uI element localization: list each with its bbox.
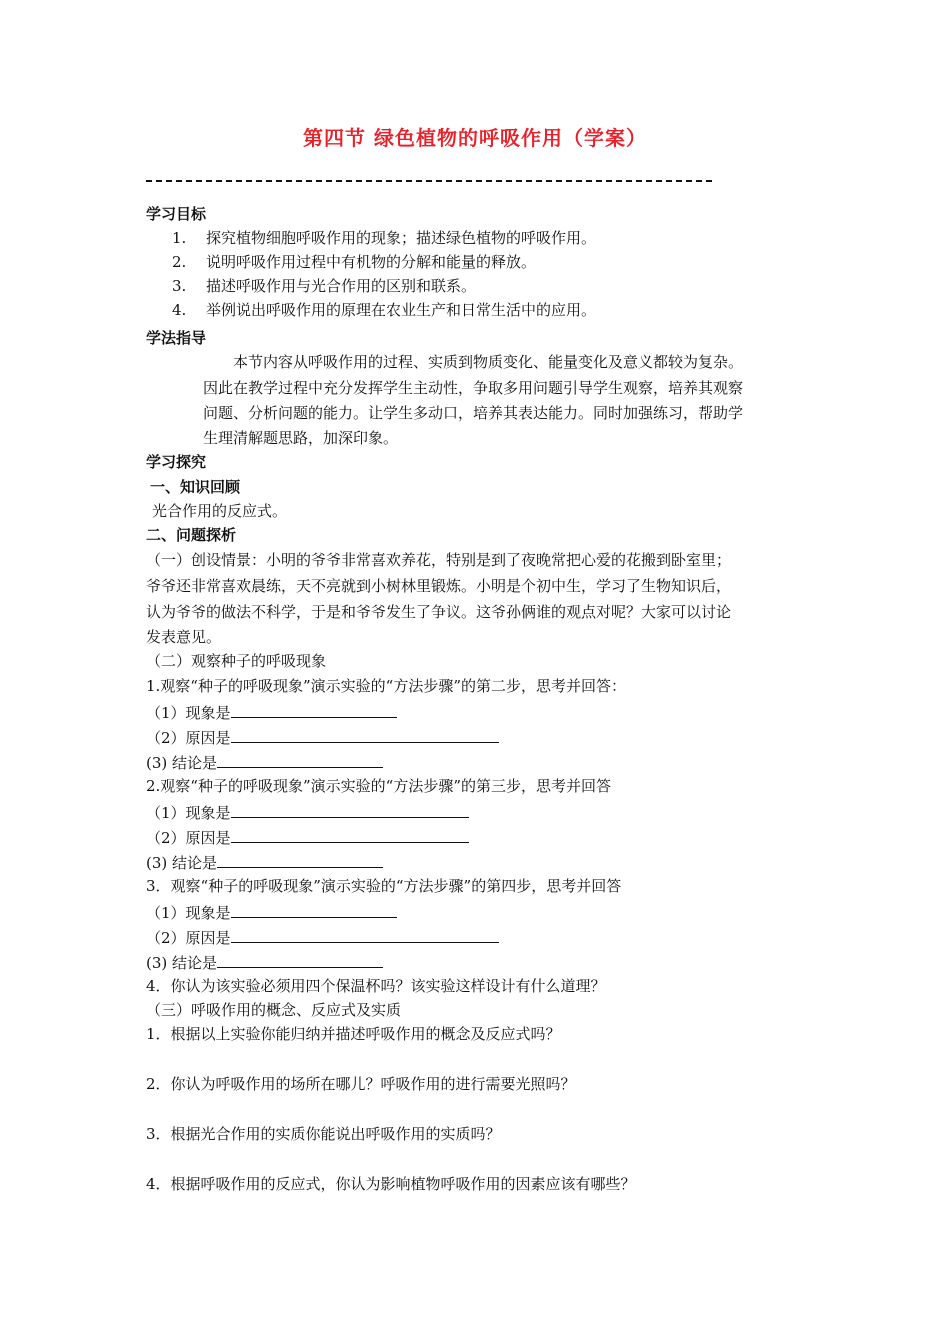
- objective-text: 说明呼吸作用过程中有机物的分解和能量的释放。: [206, 253, 537, 271]
- objective-number: 1.: [172, 229, 187, 247]
- answer-row: [146, 801, 469, 823]
- answer-label: （1）现象是: [146, 904, 231, 922]
- question-1: 1.观察“种子的呼吸现象”演示实验的“方法步骤”的第二步，思考并回答：: [146, 677, 626, 695]
- answer-label: (3) 结论是: [146, 754, 218, 772]
- objective-item: [172, 228, 596, 248]
- observe-heading: （二）观察种子的呼吸现象: [146, 652, 327, 670]
- answer-blank[interactable]: [231, 701, 397, 718]
- objective-item: [172, 252, 536, 272]
- answer-row: [146, 751, 383, 773]
- concept-question: 2．你认为呼吸作用的场所在哪儿？呼吸作用的进行需要光照吗？: [146, 1075, 576, 1093]
- answer-blank[interactable]: [217, 851, 383, 868]
- concept-question: 1．根据以上实验你能归纳并描述呼吸作用的概念及反应式吗？: [146, 1025, 561, 1043]
- review-text: 光合作用的反应式。: [152, 502, 288, 520]
- question-3: 3．观察“种子的呼吸现象”演示实验的“方法步骤”的第四步，思考并回答: [146, 877, 622, 895]
- concept-heading: （三）呼吸作用的概念、反应式及实质: [146, 1001, 402, 1019]
- scenario-line: 发表意见。: [146, 628, 222, 646]
- objective-text: 探究植物细胞呼吸作用的现象；描述绿色植物的呼吸作用。: [206, 229, 597, 247]
- method-text-line: 生理清解题思路，加深印象。: [203, 429, 399, 447]
- page-title: 第四节 绿色植物的呼吸作用（学案）: [303, 126, 647, 150]
- objective-text: 描述呼吸作用与光合作用的区别和联系。: [206, 277, 477, 295]
- answer-label: (3) 结论是: [146, 954, 218, 972]
- method-text-line: 问题、分析问题的能力。让学生多动口，培养其表达能力。同时加强练习，帮助学: [203, 404, 744, 422]
- answer-blank[interactable]: [231, 801, 469, 818]
- concept-question: 4．根据呼吸作用的反应式，你认为影响植物呼吸作用的因素应该有哪些？: [146, 1175, 636, 1193]
- method-text-line: 本节内容从呼吸作用的过程、实质到物质变化、能量变化及意义都较为复杂。: [233, 353, 744, 371]
- answer-label: （1）现象是: [146, 704, 231, 722]
- answer-label: （2）原因是: [146, 729, 231, 747]
- answer-blank[interactable]: [217, 751, 383, 768]
- answer-blank[interactable]: [217, 951, 383, 968]
- objectives-heading: 学习目标: [146, 205, 207, 223]
- answer-blank[interactable]: [231, 901, 397, 918]
- scenario-line: 认为爷爷的做法不科学，于是和爷爷发生了争议。这爷孙俩谁的观点对呢？大家可以讨论: [146, 603, 732, 621]
- answer-row: [146, 726, 499, 748]
- answer-label: （1）现象是: [146, 804, 231, 822]
- answer-row: [146, 926, 499, 948]
- scenario-line: （一）创设情景：小明的爷爷非常喜欢养花，特别是到了夜晚常把心爱的花搬到卧室里；: [146, 551, 732, 569]
- dashed-divider: [146, 180, 712, 182]
- question-2: 2.观察“种子的呼吸现象”演示实验的“方法步骤”的第三步，思考并回答: [146, 777, 611, 795]
- scenario-line: 爷爷还非常喜欢晨练，天不亮就到小树林里锻炼。小明是个初中生，学习了生物知识后，: [146, 577, 732, 595]
- objective-number: 3.: [172, 277, 187, 295]
- objective-number: 4.: [172, 301, 187, 319]
- objective-number: 2.: [172, 253, 187, 271]
- answer-blank[interactable]: [231, 926, 499, 943]
- answer-row: [146, 851, 383, 873]
- answer-label: （2）原因是: [146, 929, 231, 947]
- answer-row: [146, 951, 383, 973]
- concept-question: 3．根据光合作用的实质你能说出呼吸作用的实质吗？: [146, 1125, 501, 1143]
- answer-label: (3) 结论是: [146, 854, 218, 872]
- method-heading: 学法指导: [146, 329, 207, 347]
- answer-row: [146, 701, 397, 723]
- analysis-heading: 二、问题探析: [146, 526, 237, 544]
- review-heading: 一、知识回顾: [150, 478, 241, 496]
- method-text-line: 因此在教学过程中充分发挥学生主动性，争取多用问题引导学生观察，培养其观察: [203, 379, 744, 397]
- answer-blank[interactable]: [231, 826, 469, 843]
- objective-item: [172, 300, 596, 320]
- answer-blank[interactable]: [231, 726, 499, 743]
- answer-row: [146, 826, 469, 848]
- explore-heading: 学习探究: [146, 453, 207, 471]
- answer-label: （2）原因是: [146, 829, 231, 847]
- question-4: 4．你认为该实验必须用四个保温杯吗？该实验这样设计有什么道理？: [146, 977, 606, 995]
- objective-text: 举例说出呼吸作用的原理在农业生产和日常生活中的应用。: [206, 301, 597, 319]
- objective-item: [172, 276, 476, 296]
- answer-row: [146, 901, 397, 923]
